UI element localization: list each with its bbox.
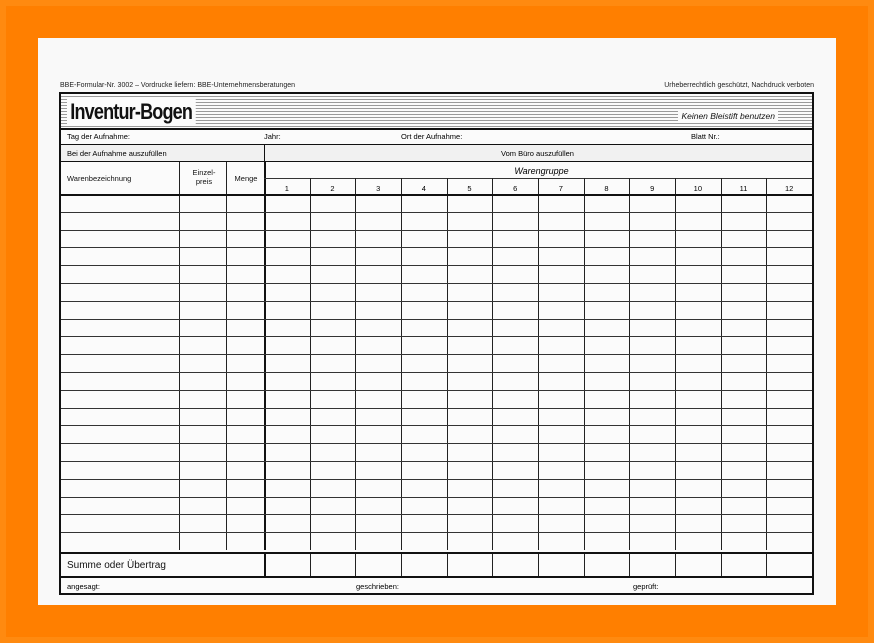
group-number-3: 3 [376,184,381,193]
recorder-section-label: Bei der Aufnahme auszufüllen [67,149,167,158]
written-label: geschrieben: [356,582,399,591]
title-bar [61,94,812,130]
table-row [61,479,812,480]
table-row [61,425,812,426]
group-column-line [447,178,448,550]
group-column-line [766,178,767,550]
column-divider-group [264,162,266,550]
sum-divider [264,554,266,576]
table-row [61,497,812,498]
table-row [61,443,812,444]
form-title: Inventur-Bogen [67,99,195,125]
group-column-line [492,178,493,550]
sum-label: Summe oder Übertrag [67,560,166,571]
column-header-unit-price [181,168,227,186]
office-section-label: Vom Büro auszufüllen [501,149,574,158]
sum-column-line [355,554,356,576]
table-row [61,247,812,248]
table-row [61,319,812,320]
table-row [61,372,812,373]
form-number-note: BBE-Formular-Nr. 3002 – Vordrucke liefern: BBE-Unternehmensberatungen [60,82,296,89]
group-number-1: 1 [284,184,289,193]
date-field-label: Tag der Aufnahme: [67,132,130,141]
table-row [61,230,812,231]
column-header-item: Warenbezeichnung [67,174,132,183]
column-header-quantity: Menge [234,174,258,183]
group-column-line [538,178,539,550]
sum-row [61,552,812,578]
group-number-2: 2 [330,184,335,193]
meta-fields-row [61,128,812,145]
table-row [61,390,812,391]
table-row [61,461,812,462]
table-row [61,336,812,337]
group-number-8: 8 [604,184,609,193]
column-divider-quantity [226,162,227,550]
sum-column-line [447,554,448,576]
table-row [61,212,812,213]
table-row [61,532,812,533]
inventory-form [59,92,814,595]
group-number-5: 5 [467,184,472,193]
table-row [61,408,812,409]
sum-column-line [629,554,630,576]
group-number-10: 10 [693,184,702,193]
copyright-note: Urheberrechtlich geschützt, Nachdruck verboten [664,82,814,89]
sum-column-line [721,554,722,576]
group-number-9: 9 [650,184,655,193]
group-column-line [355,178,356,550]
table-row [61,283,812,284]
column-header-group: Warengruppe [514,166,569,176]
sum-column-line [538,554,539,576]
table-row [61,354,812,355]
unit-price-line2: preis [195,177,213,186]
sum-column-line [675,554,676,576]
column-divider-price [179,162,180,550]
unit-price-line1: Einzel- [192,168,216,177]
group-column-line [584,178,585,550]
group-column-line [721,178,722,550]
inventory-table [61,162,812,550]
footer-row [61,576,812,595]
year-field-label: Jahr: [264,132,281,141]
group-number-11: 11 [739,184,748,193]
inventory-form-sheet [38,38,836,605]
group-column-line [675,178,676,550]
pencil-warning: Keinen Bleistift benutzen [678,111,778,121]
group-number-4: 4 [421,184,426,193]
group-column-line [629,178,630,550]
group-number-7: 7 [558,184,563,193]
group-number-6: 6 [513,184,518,193]
sum-column-line [766,554,767,576]
table-row [61,265,812,266]
checked-label: geprüft: [633,582,659,591]
group-column-line [310,178,311,550]
group-column-line [401,178,402,550]
sheet-field-label: Blatt Nr.: [691,132,720,141]
group-number-12: 12 [784,184,794,193]
sum-column-line [401,554,402,576]
section-divider [264,145,265,161]
table-row [61,301,812,302]
header-bottom-line [61,194,812,196]
announced-label: angesagt: [67,582,100,591]
sum-column-line [584,554,585,576]
table-row [61,514,812,515]
sum-column-line [492,554,493,576]
sum-column-line [310,554,311,576]
section-labels-row [61,145,812,162]
place-field-label: Ort der Aufnahme: [401,132,463,141]
